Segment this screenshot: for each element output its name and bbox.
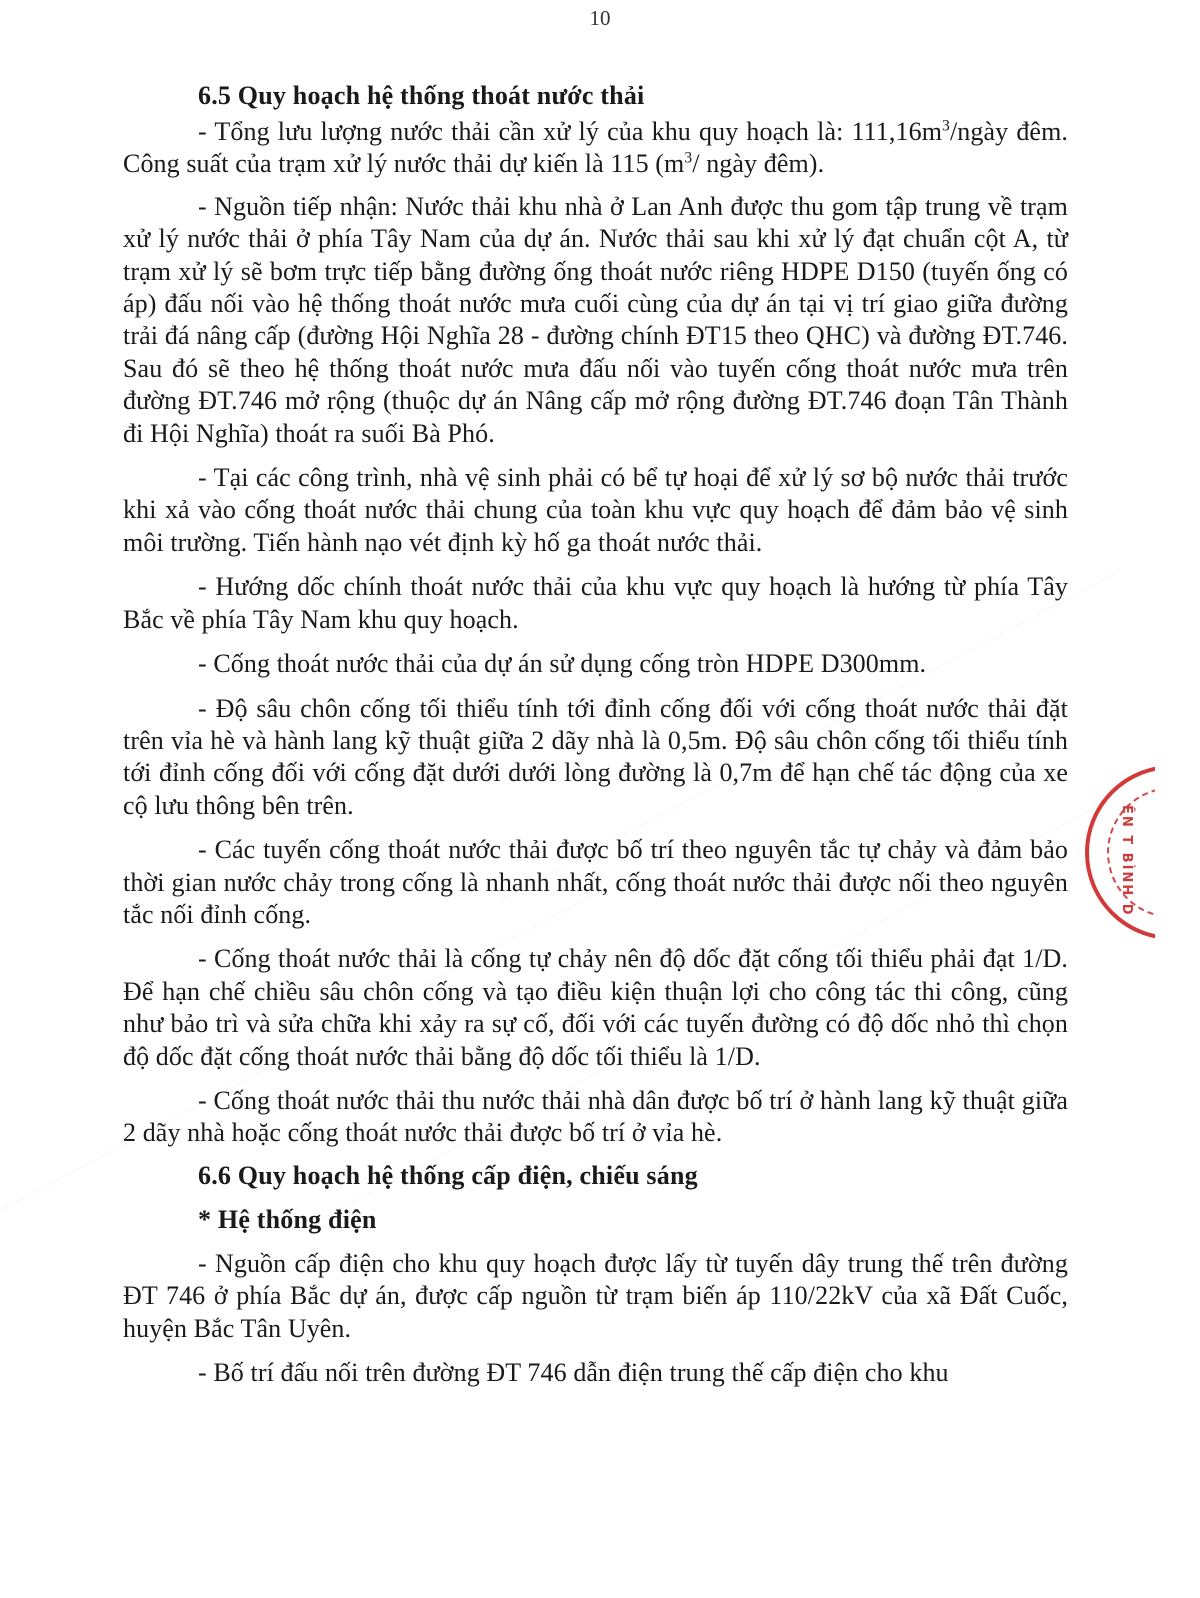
stamp-text: ÊN T BÌNH D xyxy=(1119,805,1134,917)
section-heading-6-6: 6.6 Quy hoạch hệ thống cấp điện, chiếu sáng xyxy=(198,1160,698,1190)
paragraph-pipe-type: - Cống thoát nước thải của dự án sử dụng cống tròn HDPE D300mm. xyxy=(198,649,927,679)
paragraph-receiving-source: - Nguồn tiếp nhận: Nước thải khu nhà ở Lan Anh được thu gom tập trung về trạm xử lý nước thải ở phía Tây Nam của dự án. Nước thải sau khi xử lý đạt chuẩn cột A, từ trạm xử lý sẽ bơm trực tiếp bằng đường ống thoát nước riêng HDPE D150 (tuyến ống có áp) đấu nối vào hệ thống thoát nước mưa cuối cùng của dự án tại vị trí giao giữa đường trải đá nâng cấp (đường Hội Nghĩa 28 - đường chính ĐT15 theo QHC) và đường ĐT.746. Sau đó sẽ theo hệ thống thoát nước mưa đấu nối vào tuyến cống thoát nước mưa trên đường ĐT.746 mở rộng (thuộc dự án Nâng cấp mở rộng đường ĐT.746 đoạn Tân Thành đi Hội Nghĩa) thoát ra suối Bà Phó. xyxy=(123,191,1068,448)
superscript-3: 3 xyxy=(684,149,693,167)
paragraph-septic-tanks: - Tại các công trình, nhà vệ sinh phải có bể tự hoại để xử lý sơ bộ nước thải trước khi xả vào cống thoát nước thải chung của toàn khu vực quy hoạch để đảm bảo vệ sinh môi trường. Tiến hành nạo vét định kỳ hố ga thoát nước thải. xyxy=(123,463,1068,557)
flow-rate-text-1: - Tổng lưu lượng nước thải cần xử lý của khu quy hoạch là: 111,16m xyxy=(198,117,943,146)
paragraph-power-source: - Nguồn cấp điện cho khu quy hoạch được lấy từ tuyến dây trung thế trên đường ĐT 746 ở phía Bắc dự án, được cấp nguồn từ trạm biến áp 110/22kV của xã Đất Cuốc, huyện Bắc Tân Uyên. xyxy=(123,1248,1068,1343)
section-heading-6-5: 6.5 Quy hoạch hệ thống thoát nước thải xyxy=(198,81,645,110)
paragraph-gravity-flow: - Các tuyến cống thoát nước thải được bố trí theo nguyên tắc tự chảy và đảm bảo thời gian nước chảy trong cống là nhanh nhất, cống thoát nước thải được nối theo nguyên tắc nối đỉnh cống. xyxy=(123,835,1068,929)
paragraph-burial-depth: - Độ sâu chôn cống tối thiểu tính tới đỉnh cống đối với cống thoát nước thải đặt trên vỉa hè và hành lang kỹ thuật giữa 2 dãy nhà là 0,5m. Độ sâu chôn cống tối thiểu tính tới đỉnh cống đối với cống đặt dưới dưới lòng đường là 0,7m để hạn chế tác động của xe cộ lưu thông bên trên. xyxy=(123,693,1068,820)
superscript-3: 3 xyxy=(942,117,950,135)
paragraph-flow-rate xyxy=(123,116,1068,181)
subheading-power-system: * Hệ thống điện xyxy=(198,1204,377,1234)
paragraph-minimum-slope: - Cống thoát nước thải là cống tự chảy nên độ dốc đặt cống tối thiểu phải đạt 1/D. Để hạn chế chiều sâu chôn cống và tạo điều kiện thuận lợi cho công tác thi công, cũng như bảo trì và sửa chữa khi xảy ra sự cố, đối với các tuyến đường có độ dốc nhỏ thì chọn độ dốc đặt cống thoát nước thải bằng độ dốc tối thiểu là 1/D. xyxy=(123,944,1068,1071)
document-body xyxy=(123,74,1068,1401)
paragraph-drainage-direction: - Hướng dốc chính thoát nước thải của khu vực quy hoạch là hướng từ phía Tây Bắc về phía Tây Nam khu quy hoạch. xyxy=(123,572,1068,634)
page-number: 10 xyxy=(589,6,611,30)
flow-rate-text-3: / ngày đêm). xyxy=(692,149,825,179)
paragraph-collection-location: - Cống thoát nước thải thu nước thải nhà dân được bố trí ở hành lang kỹ thuật giữa 2 dãy nhà hoặc cống thoát nước thải được bố trí ở vỉa hè. xyxy=(123,1085,1068,1148)
flow-rate-text-2: /ngày đêm. Công suất của trạm xử lý nước thải dự kiến là 115 (m xyxy=(123,117,1069,179)
red-seal-stamp xyxy=(1085,765,1155,940)
paragraph-connection: - Bố trí đấu nối trên đường ĐT 746 dẫn điện trung thế cấp điện cho khu xyxy=(198,1358,949,1387)
